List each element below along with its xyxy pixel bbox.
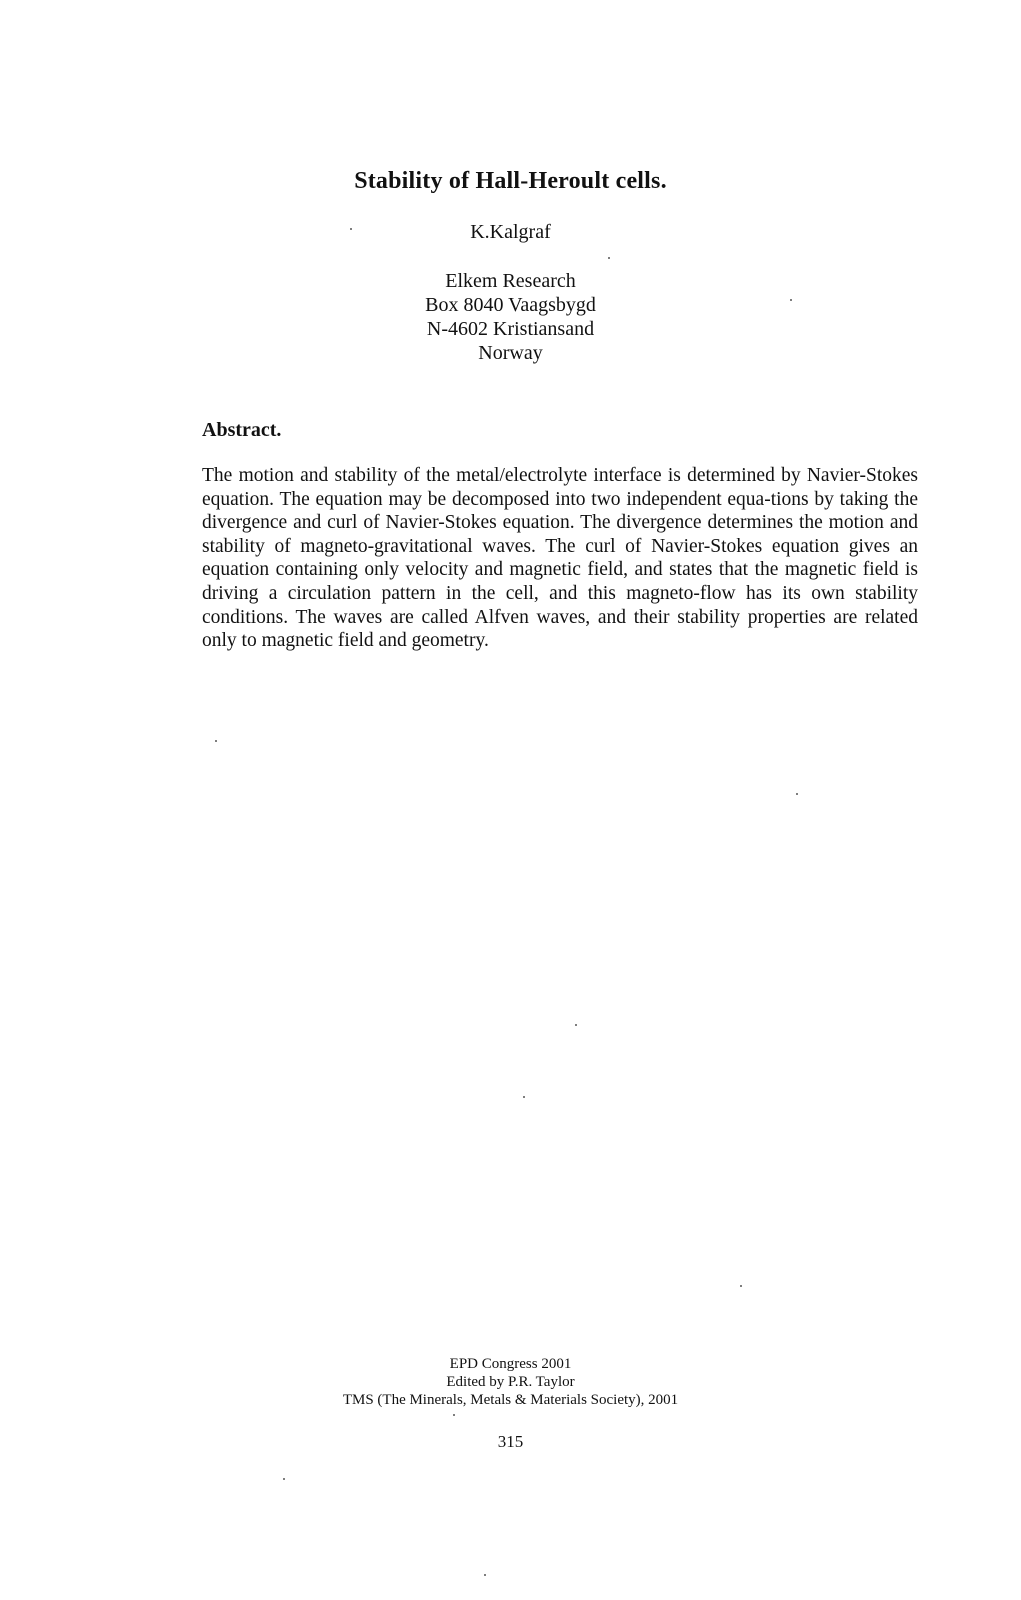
scan-speck [523,1096,525,1098]
scan-speck [215,740,217,742]
author-name: K.Kalgraf [470,221,551,243]
page-number: 315 [497,1432,524,1451]
author-affiliation [0,269,1021,365]
scan-speck [790,299,792,301]
affiliation-line: N-4602 Kristiansand [426,318,595,340]
scan-speck [283,1478,285,1480]
paper-title: Stability of Hall-Heroult cells. [354,168,667,194]
scan-speck [575,1024,577,1026]
publication-footer [0,1355,1021,1409]
affiliation-line: Box 8040 Vaagsbygd [425,294,596,316]
footer-line: EPD Congress 2001 [449,1356,572,1372]
scan-speck [453,1414,455,1416]
scan-speck [608,257,610,259]
affiliation-line: Elkem Research [445,270,576,292]
footer-line: TMS (The Minerals, Metals & Materials Society), 2001 [342,1392,679,1408]
scan-speck [740,1285,742,1287]
abstract-body: The motion and stability of the metal/electrolyte interface is determined by Navier-Stokes equation. The equation may be decomposed into two independent equa-tions by taking the divergence and curl of Navier-Stokes equation. The divergence determines the motion and stability of magneto-gravitational waves. The curl of Navier-Stokes equation gives an equation containing only velocity and magnetic field, and states that the magnetic field is driving a circulation pattern in the cell, and this magneto-flow has its own stability conditions. The waves are called Alfven waves, and their stability properties are related only to magnetic field and geometry. [202,465,918,652]
scan-speck [350,228,352,230]
scan-speck [484,1574,486,1576]
scan-speck [796,793,798,795]
abstract-heading: Abstract. [202,419,282,441]
affiliation-line: Norway [478,342,543,364]
footer-line: Edited by P.R. Taylor [446,1374,575,1390]
